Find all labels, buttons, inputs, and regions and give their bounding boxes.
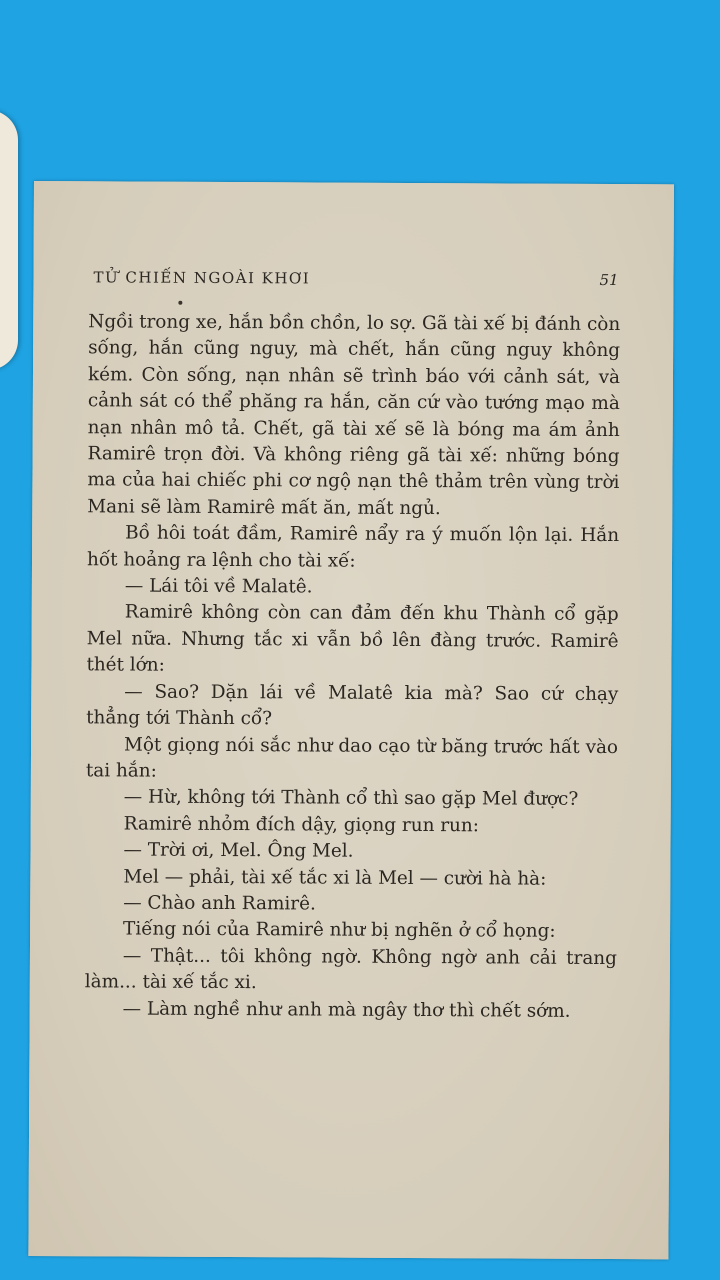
dialogue-line: — Lái tôi về Malatê.: [124, 575, 313, 598]
ink-speck: [178, 301, 182, 305]
dialogue-line: — Chào anh Ramirê.: [123, 892, 316, 915]
dialogue-line: — Thật... tôi không ngờ. Không ngờ anh cải trang làm... tài xế tắc xi.: [84, 945, 617, 994]
page-number: 51: [599, 270, 619, 290]
paragraph: Tiếng nói của Ramirê như bị nghẽn ở cổ họng:: [123, 918, 556, 943]
paragraph: Mel — phải, tài xế tắc xi là Mel — cười hà hà:: [123, 866, 547, 890]
dialogue-line: — Hừ, không tới Thành cổ thì sao gặp Mel được?: [123, 786, 579, 811]
paragraph: Ramirê nhỏm đích dậy, giọng run run:: [123, 813, 480, 837]
paragraph: Ramirê không còn can đảm đến khu Thành cổ gặp Mel nữa. Nhưng tắc xi vẫn bồ lên đàng trước. Ramirê thét lớn:: [86, 601, 619, 676]
body-text: [85, 309, 621, 1025]
book-page: [28, 181, 674, 1259]
paragraph: Một giọng nói sắc như dao cạo từ băng trước hất vào tai hắn:: [85, 733, 619, 782]
paragraph: Ngồi trong xe, hắn bồn chồn, lo sợ. Gã tài xế bị đánh còn sống, hắn cũng nguy, mà chết, hắn cũng nguy không kém. Còn sống, nạn nhân sẽ trình báo với cảnh sát, và cảnh sát có thể phăng ra hắn, căn cứ vào tướng mạo mà nạn nhân mô tả. Chết, gã tài xế sẽ là bóng ma ám ảnh Ramirê trọn đời. Và không riêng gã tài xế: những bóng ma của hai chiếc phi cơ ngộ nạn thê thảm trên vùng trời Mani sẽ làm Ramirê mất ăn, mất ngủ.: [87, 311, 621, 519]
running-head: TỬ CHIẾN NGOÀI KHƠI: [93, 268, 311, 288]
dialogue-line: — Trời ơi, Mel. Ông Mel.: [123, 839, 354, 862]
adjacent-book-edge: [0, 110, 18, 370]
dialogue-line: — Làm nghề như anh mà ngây thơ thì chết sớm.: [122, 998, 571, 1022]
paragraph: Bồ hôi toát đầm, Ramirê nẩy ra ý muốn lộn lại. Hắn hốt hoảng ra lệnh cho tài xế:: [86, 522, 620, 572]
dialogue-line: — Sao? Dặn lái về Malatê kia mà? Sao cứ chạy thẳng tới Thành cổ?: [86, 681, 619, 730]
